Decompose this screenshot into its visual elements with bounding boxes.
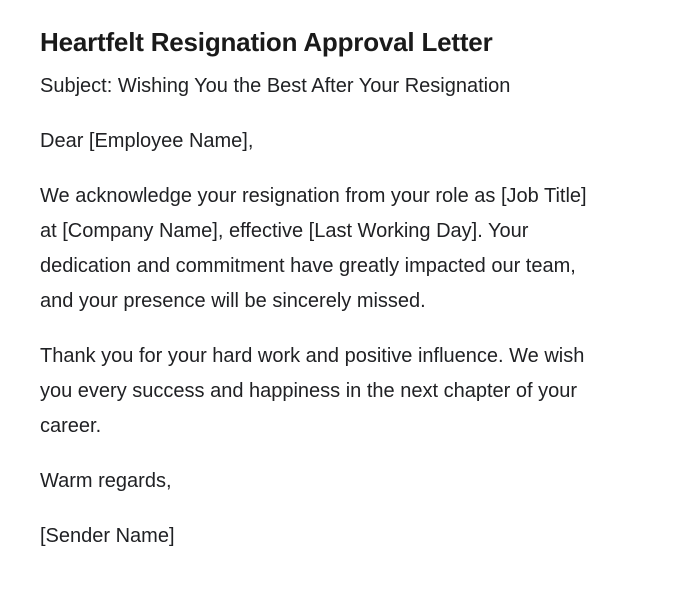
letter-title: Heartfelt Resignation Approval Letter <box>40 27 493 57</box>
letter-subject-line: Subject: Wishing You the Best After Your Resignation <box>40 75 511 97</box>
letter-salutation: Dear [Employee Name], <box>40 130 254 152</box>
letter-closing: Warm regards, <box>40 470 172 492</box>
letter-body-paragraph: We acknowledge your resignation from your role as [Job Title] at [Company Name], effective [Last Working Day]. Your dedication and commitment have greatly impacted our team, and your presence will be sincerely missed. <box>40 185 587 312</box>
letter-signature: [Sender Name] <box>40 525 175 547</box>
letter-body-paragraph: Thank you for your hard work and positive influence. We wish you every success and happiness in the next chapter of your career. <box>40 345 585 437</box>
